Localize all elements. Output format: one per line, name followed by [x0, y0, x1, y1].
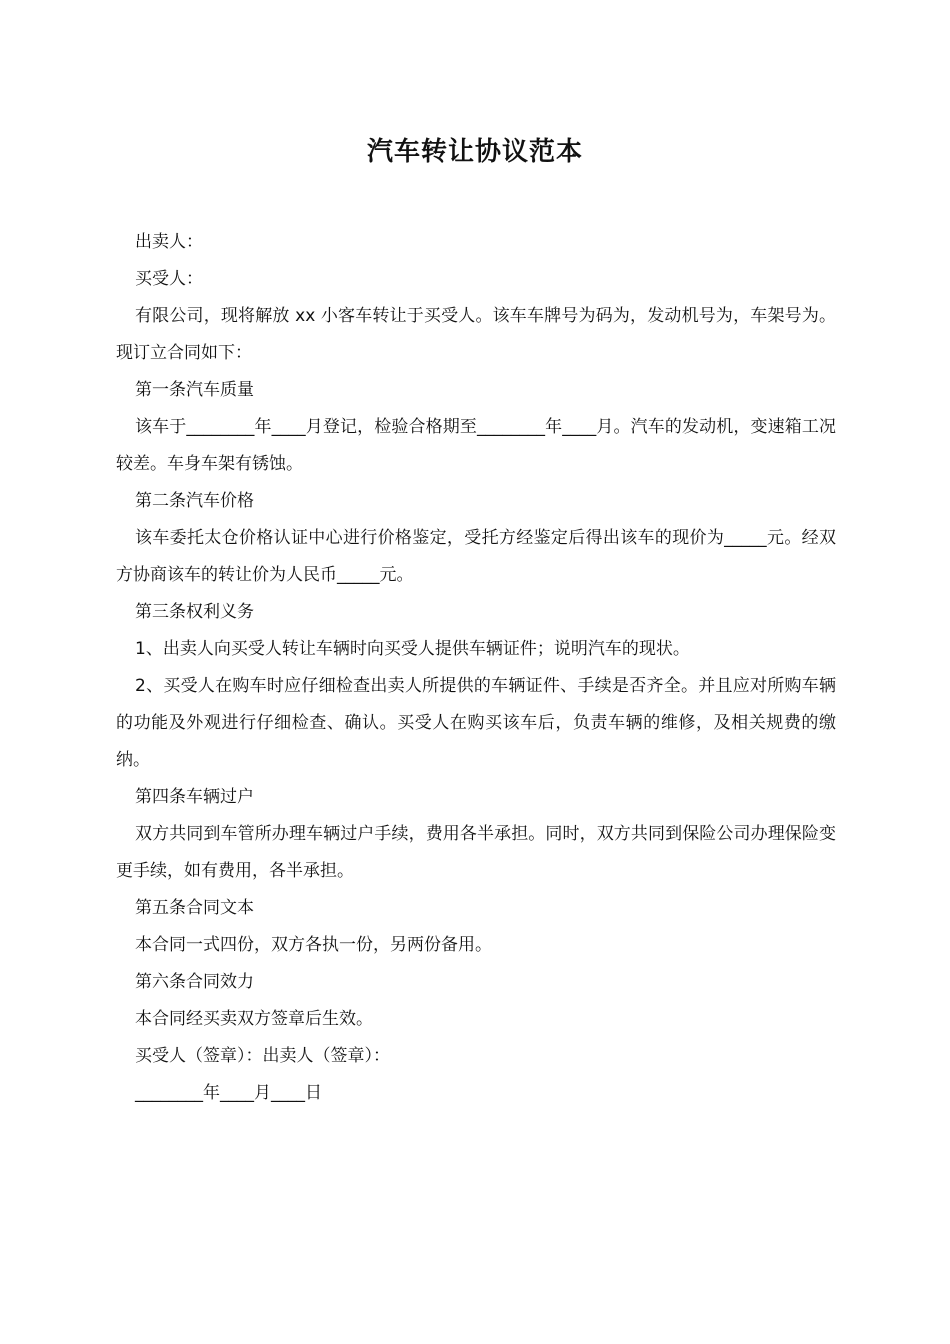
article1-text: 该车于________年____月登记，检验合格期至________年____月。汽车的发动机，变速箱工况较差。车身车架有锈蚀。	[116, 417, 836, 474]
article4-heading: 第四条车辆过户	[135, 787, 254, 807]
article5-text: 本合同一式四份，双方各执一份，另两份备用。	[135, 935, 492, 955]
article1-heading: 第一条汽车质量	[135, 380, 254, 400]
seller-label: 出卖人：	[135, 232, 203, 252]
article3-item2: 2、买受人在购车时应仔细检查出卖人所提供的车辆证件、手续是否齐全。并且应对所购车辆的功能及外观进行仔细检查、确认。买受人在购买该车后，负责车辆的维修，及相关规费的缴纳。	[116, 676, 836, 770]
article6-heading: 第六条合同效力	[135, 972, 254, 992]
date-line: ________年____月____日	[135, 1083, 322, 1103]
article2-text: 该车委托太仓价格认证中心进行价格鉴定，受托方经鉴定后得出该车的现价为_____元。经双方协商该车的转让价为人民币_____元。	[116, 528, 836, 585]
intro-paragraph: 有限公司，现将解放 xx 小客车转让于买受人。该车车牌号为码为，发动机号为，车架号为。现订立合同如下：	[116, 306, 836, 363]
document-title: 汽车转让协议范本	[366, 137, 583, 167]
article6-text: 本合同经买卖双方签章后生效。	[135, 1009, 373, 1029]
signature-line: 买受人（签章）：出卖人（签章）：	[135, 1046, 390, 1066]
article3-item1: 1、出卖人向买受人转让车辆时向买受人提供车辆证件；说明汽车的现状。	[135, 639, 690, 659]
article2-heading: 第二条汽车价格	[135, 491, 254, 511]
buyer-label: 买受人：	[135, 269, 203, 289]
document-body	[116, 224, 836, 1112]
article5-heading: 第五条合同文本	[135, 898, 254, 918]
article3-heading: 第三条权利义务	[135, 602, 254, 622]
article4-text: 双方共同到车管所办理车辆过户手续，费用各半承担。同时，双方共同到保险公司办理保险变更手续，如有费用，各半承担。	[116, 824, 836, 881]
